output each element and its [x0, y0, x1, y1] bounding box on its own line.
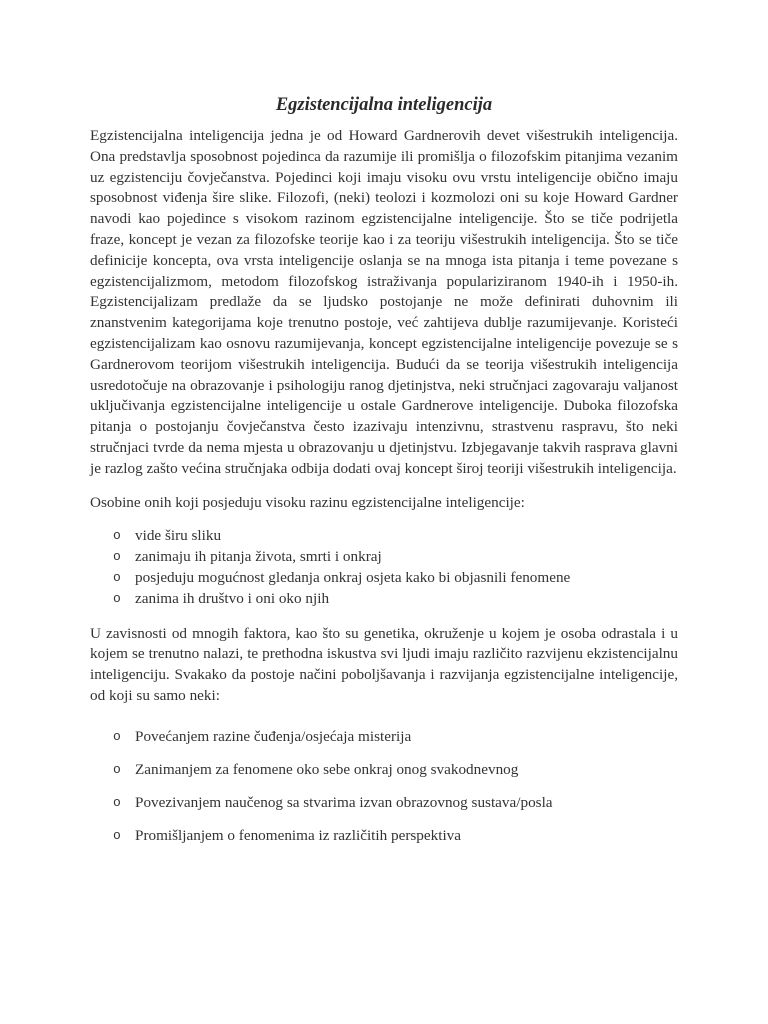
bullet-circle-icon: o: [113, 549, 121, 565]
list-item-text: Zanimanjem za fenomene oko sebe onkraj onog svakodnevnog: [135, 760, 519, 778]
list-item-text: Promišljanjem o fenomenima iz različitih perspektiva: [135, 827, 462, 845]
bullet-circle-icon: o: [113, 528, 121, 544]
list-item-text: posjeduju mogućnost gledanja onkraj osjeta kako bi objasnili fenomene: [135, 568, 571, 586]
list-item: [90, 526, 678, 547]
bullet-circle-icon: o: [113, 590, 121, 606]
list-item: [90, 589, 678, 610]
list-item-text: zanimaju ih pitanja života, smrti i onkraj: [135, 548, 382, 566]
bullet-circle-icon: o: [113, 728, 121, 744]
list-item: [90, 826, 678, 847]
bullet-circle-icon: o: [113, 569, 121, 585]
bullet-circle-icon: o: [113, 828, 121, 844]
list-item-text: zanima ih društvo i oni oko njih: [135, 589, 330, 607]
development-paragraph: U zavisnosti od mnogih faktora, kao što su genetika, okruženje u kojem je osoba odrastala i u kojem se trenutno nalazi, te prethodna iskustva svi ljudi imaju različito razvijenu ekzistencijalnu inteligenciju. Svakako da postoje načini poboljšavanja i razvijanja egzistencijalne inteligencije, od koji su samo neki:: [90, 624, 678, 704]
list-item: [90, 547, 678, 568]
bullet-circle-icon: o: [113, 761, 121, 777]
list-item: [90, 793, 678, 814]
list-item: [90, 760, 678, 781]
list-item: [90, 727, 678, 748]
list-item: [90, 568, 678, 589]
list-item-text: vide širu sliku: [135, 527, 222, 545]
development-methods-list: [90, 727, 678, 847]
list-item-text: Povećanjem razine čuđenja/osjećaja misterija: [135, 727, 412, 745]
traits-list: [90, 526, 678, 609]
traits-intro-paragraph: Osobine onih koji posjeduju visoku razinu egzistencijalne inteligencije:: [90, 493, 525, 511]
document-page: [90, 93, 678, 859]
intro-paragraph: Egzistencijalna inteligencija jedna je od Howard Gardnerovih devet višestrukih inteligencija. Ona predstavlja sposobnost pojedinca da razumije ili promišlja o filozofskim pitanjima vezanim uz egzistenciju čovječanstva. Pojedinci koji imaju visoku ovu vrstu inteligencije obično imaju sposobnost viđenja šire slike. Filozofi, (neki) teolozi i kozmolozi oni su koje Howard Gardner navodi kao pojedince s visokom razinom egzistencijalne inteligencije. Što se tiče podrijetla fraze, koncept je vezan za filozofske teorije kao i za teoriju višestrukih inteligencija. Što se tiče definicije koncepta, ova vrsta inteligencije oslanja se na mnoga ista pitanja i teme povezane s egzistencijalizmom, metodom filozofskog istraživanja populariziranom 1940-ih i 1950-ih. Egzistencijalizam predlaže da se ljudsko postojanje ne može definirati duhovnim ili znanstvenim kategorijama koje trenutno postoje, već zahtijeva dublje razumijevanje. Koristeći egzistencijalizam kao osnovu razumijevanja, koncept egzistencijalne inteligencije povezuje se s Gardnerovom teorijom višestrukih inteligencija. Budući da se teorija višestrukih inteligencija usredotočuje na obrazovanje i psihologiju ranog djetinjstva, neki stručnjaci zagovaraju valjanost uključivanja egzistencijalne inteligencije u ostale Gardnerove inteligencije. Duboka filozofska pitanja o postojanju čovječanstva često izazivaju intenzivnu, strastvenu raspravu, što neki stručnjaci tvrde da nema mjesta u obrazovanju u djetinjstvu. Izbjegavanje takvih rasprava glavni je razlog zašto većina stručnjaka odbija dodati ovaj koncept široj teoriji višestrukih inteligencija.: [90, 127, 678, 477]
document-title: Egzistencijalna inteligencija: [275, 95, 493, 115]
bullet-circle-icon: o: [113, 795, 121, 811]
list-item-text: Povezivanjem naučenog sa stvarima izvan obrazovnog sustava/posla: [135, 794, 553, 812]
